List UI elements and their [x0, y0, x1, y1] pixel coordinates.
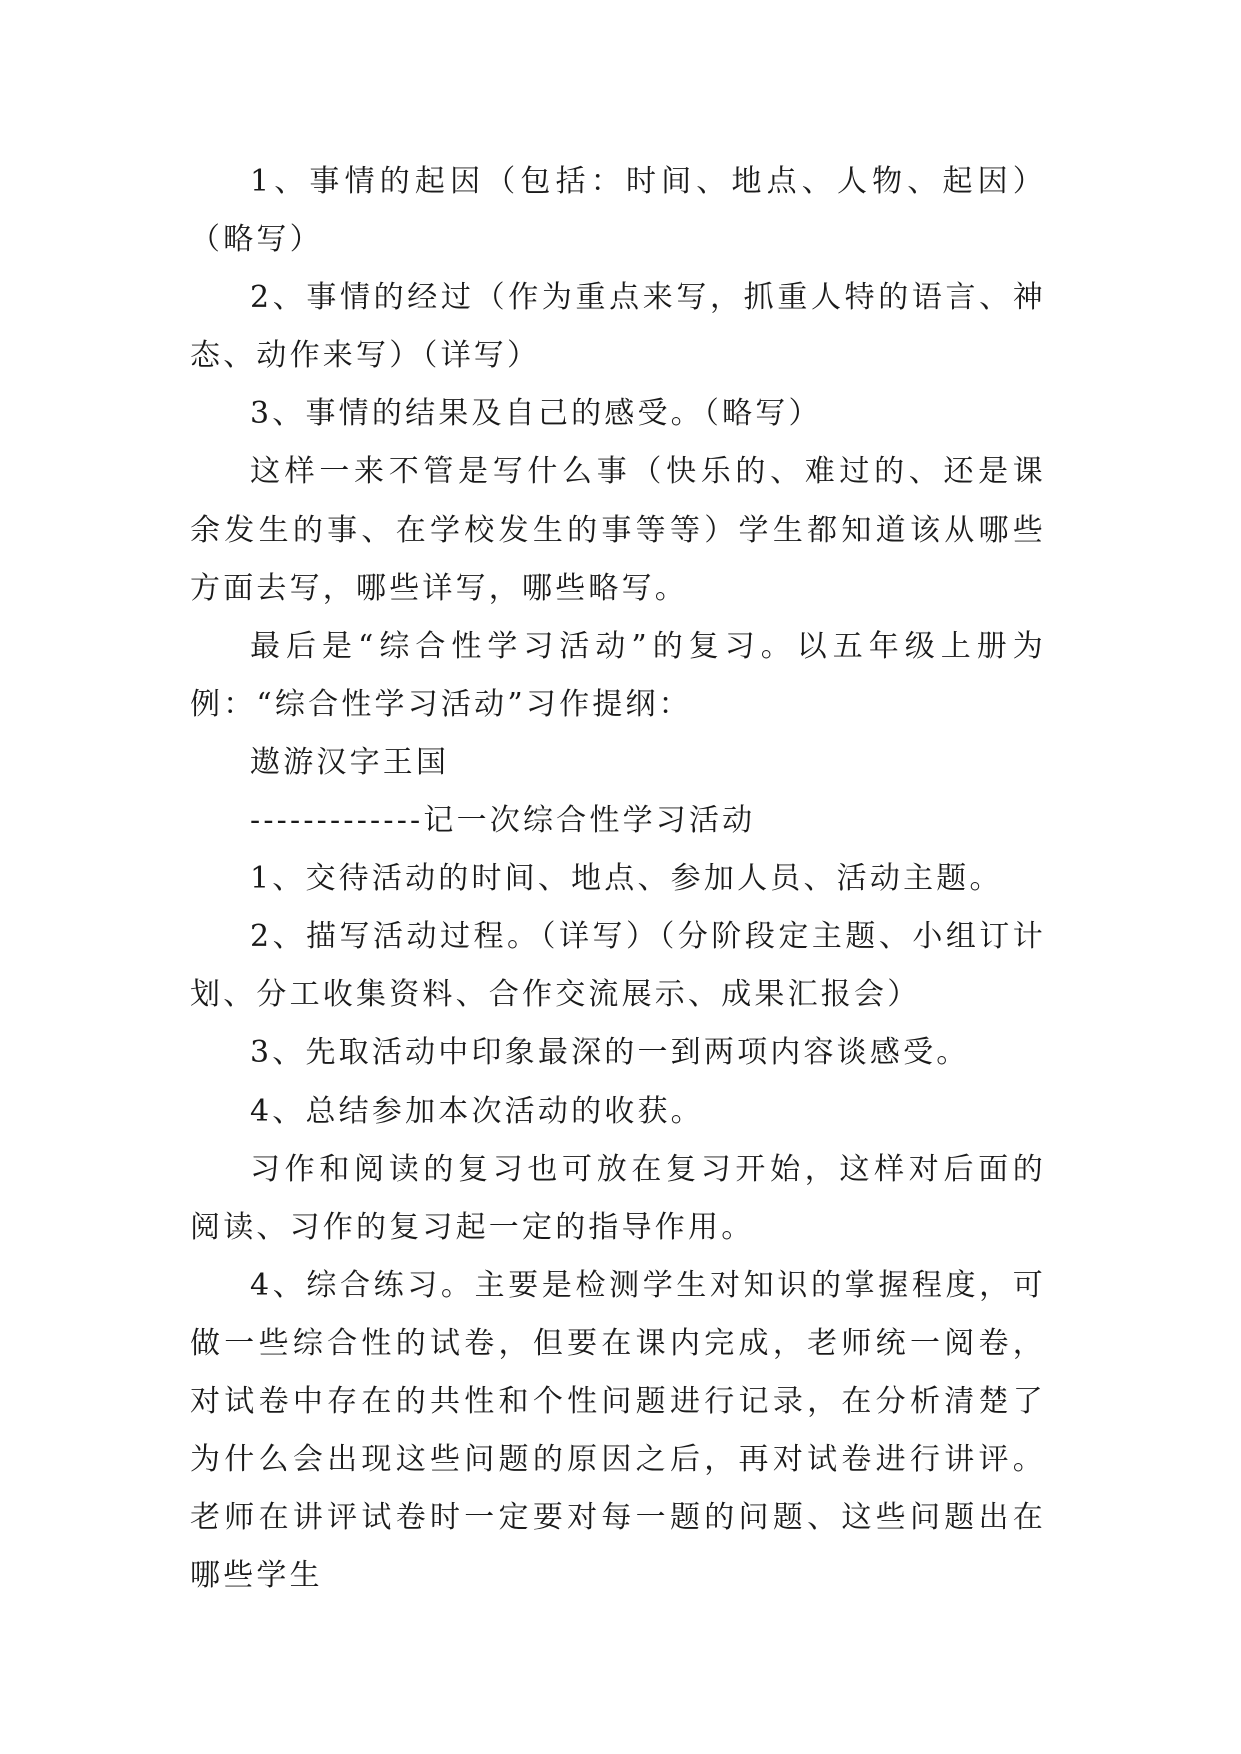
- outline-item-2: 2、描写活动过程。（详写）（分阶段定主题、小组订计划、分工收集资料、合作交流展示、成果汇报会）: [190, 919, 1046, 1013]
- paragraph-process: 2、事情的经过（作为重点来写，抓重人特的语言、神态、动作来写）（详写）: [190, 280, 1046, 374]
- outline-item-1: 1、交待活动的时间、地点、参加人员、活动主题。: [250, 861, 1003, 897]
- paragraph-comprehensive-practice: 4、综合练习。主要是检测学生对知识的掌握程度，可做一些综合性的试卷，但要在课内完成，老师统一阅卷，对试卷中存在的共性和个性问题进行记录，在分析清楚了为什么会出现这些问题的原因之后，再对试卷进行讲评。老师在讲评试卷时一定要对每一题的问题、这些问题出在哪些学生: [190, 1267, 1046, 1594]
- outline-item-3: 3、先取活动中印象最深的一到两项内容谈感受。: [250, 1035, 970, 1071]
- outline-subtitle: -------------记一次综合性学习活动: [250, 803, 756, 839]
- paragraph-result: 3、事情的结果及自己的感受。（略写）: [250, 396, 822, 432]
- document-body: [190, 153, 1046, 1605]
- paragraph-summary: 这样一来不管是写什么事（快乐的、难过的、还是课余发生的事、在学校发生的事等等）学生都知道该从哪些方面去写，哪些详写，哪些略写。: [190, 454, 1046, 606]
- paragraph-review-order: 习作和阅读的复习也可放在复习开始，这样对后面的阅读、习作的复习起一定的指导作用。: [190, 1151, 1046, 1245]
- outline-item-4: 4、总结参加本次活动的收获。: [250, 1093, 704, 1129]
- paragraph-comprehensive-review: 最后是“综合性学习活动”的复习。以五年级上册为例：“综合性学习活动”习作提纲：: [190, 628, 1046, 722]
- paragraph-cause: 1、事情的起因（包括：时间、地点、人物、起因）（略写）: [190, 164, 1046, 258]
- outline-title: 遨游汉字王国: [250, 744, 450, 780]
